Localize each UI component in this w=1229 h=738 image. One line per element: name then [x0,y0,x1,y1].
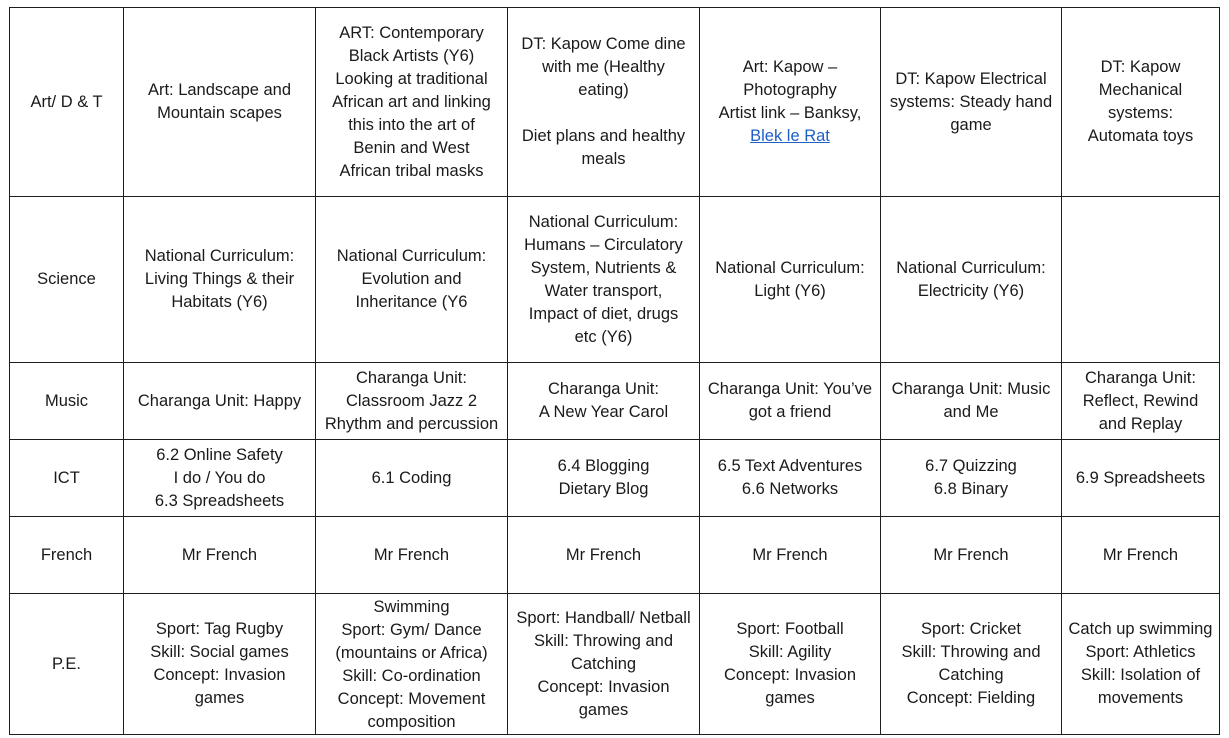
cell-line: games [578,700,629,719]
row-label-text: Art/ D & T [30,92,103,111]
cell-ict-1 [124,440,316,517]
cell-science-2 [316,197,508,363]
cell-line: Mr French [1102,545,1179,564]
cell-line: Mountain scapes [157,104,282,122]
cell-line: Evolution and [361,270,462,288]
cell-music-5 [881,363,1062,440]
curriculum-table [9,7,1220,735]
cell-ict-6 [1062,440,1220,517]
cell-line: Charanga Unit: You’ve [707,380,873,398]
row-label-music [10,363,124,440]
cell-line: Mr French [933,545,1009,564]
cell-line: Art: Kapow – [742,58,838,76]
cell-line: Catching [570,654,637,673]
cell-line: Automata toys [1087,127,1194,145]
cell-line: Concept: Invasion [537,677,670,696]
cell-line: this into the art of [348,115,475,134]
cell-ict-4 [700,440,881,517]
cell-pe-1 [124,594,316,735]
cell-line: 6.4 Blogging [557,457,650,475]
cell-line: DT: Kapow [1100,58,1181,76]
cell-pe-4 [700,594,881,735]
cell-line: Habitats (Y6) [171,293,268,311]
cell-line: Catch up swimming [1068,620,1213,638]
cell-line: Skill: Throwing and [533,631,674,650]
cell-line: Concept: Invasion [153,666,286,684]
cell-line: Water transport, [544,281,663,300]
cell-line: Charanga Unit: Music [891,380,1051,398]
row-label-french [10,517,124,594]
cell-line: Classroom Jazz 2 [345,391,478,410]
cell-line: Rhythm and percussion [324,414,499,433]
cell-french-1 [124,517,316,594]
table-row-french [10,517,1220,594]
cell-line: composition [367,713,456,731]
cell-line-link [704,125,876,148]
cell-pe-2 [316,594,508,735]
cell-science-1 [124,197,316,363]
cell-line: Benin and West [353,138,470,157]
cell-line: Dietary Blog [558,480,649,498]
cell-line: 6.8 Binary [933,480,1009,498]
cell-music-1 [124,363,316,440]
cell-line: Sport: Handball/ Netball [516,608,691,627]
row-label-pe [10,594,124,735]
row-label-text: French [40,545,93,564]
row-label-art [10,8,124,197]
cell-line: Diet plans and healthy [521,127,686,145]
cell-pe-3 [508,594,700,735]
cell-line: I do / You do [173,468,266,487]
cell-line: games [765,689,815,707]
cell-line: National Curriculum: [144,247,295,265]
cell-line: Mr French [373,545,450,564]
cell-line: Inheritance (Y6 [355,293,468,311]
cell-line: Sport: Tag Rugby [155,620,284,638]
cell-ict-2 [316,440,508,517]
cell-line: Concept: Invasion [723,666,857,684]
table-row-science [10,197,1220,363]
cell-line: games [194,689,245,707]
cell-line: (mountains or Africa) [335,644,488,662]
cell-ict-5 [881,440,1062,517]
cell-line: Skill: Isolation of [1080,666,1201,684]
cell-art-5 [881,8,1062,197]
cell-line: eating) [578,81,629,99]
cell-line: Concept: Fielding [906,689,1036,707]
cell-line: and Me [943,403,999,421]
cell-line: National Curriculum: [528,212,679,231]
cell-art-6 [1062,8,1220,197]
cell-line: National Curriculum: [896,258,1046,277]
cell-line: African art and linking [332,92,491,111]
cell-line: movements [1097,689,1184,707]
cell-line: etc (Y6) [574,327,633,346]
cell-ict-3 [508,440,700,517]
cell-line: 6.6 Networks [741,480,839,498]
cell-science-3 [508,197,700,363]
cell-line: Art: Landscape and [147,81,292,99]
cell-line: Swimming [373,598,450,616]
cell-line: Reflect, Rewind [1082,391,1199,410]
row-label-text: Science [37,270,96,288]
cell-french-3 [508,517,700,594]
cell-line: African tribal masks [339,161,484,180]
row-label-ict [10,440,124,517]
cell-line: National Curriculum: [336,247,487,265]
cell-pe-6 [1062,594,1220,735]
cell-music-4 [700,363,881,440]
cell-line: 6.5 Text Adventures [717,457,863,475]
cell-science-5 [881,197,1062,363]
cell-line: 6.9 Spreadsheets [1075,468,1206,487]
cell-french-5 [881,517,1062,594]
blank-line [512,102,695,125]
cell-line: 6.2 Online Safety [156,445,283,464]
cell-science-4 [700,197,881,363]
table-row-music [10,363,1220,440]
cell-french-2 [316,517,508,594]
cell-line: and Replay [1098,414,1183,433]
cell-line: National Curriculum: [715,258,865,277]
row-label-text: P.E. [51,654,82,673]
cell-line: got a friend [748,403,832,421]
cell-science-6 [1062,197,1220,363]
cell-line: Mr French [181,545,258,564]
cell-line: 6.3 Spreadsheets [154,491,285,510]
cell-line: A New Year Carol [538,403,669,421]
cell-line: Charanga Unit: [356,368,467,387]
cell-music-2 [316,363,508,440]
cell-line: Photography [743,81,837,99]
cell-art-4 [700,8,881,197]
cell-line: Concept: Movement [337,690,486,708]
cell-art-3 [508,8,700,197]
cell-line: Living Things & their [144,270,295,288]
cell-line: ART: Contemporary [339,23,484,42]
cell-french-4 [700,517,881,594]
cell-music-6 [1062,363,1220,440]
cell-line: Artist link – Banksy, [718,104,862,122]
cell-art-1 [124,8,316,197]
cell-french-6 [1062,517,1220,594]
cell-line: Sport: Athletics [1085,643,1196,661]
cell-line: Black Artists (Y6) [348,46,475,65]
cell-line: Skill: Social games [150,643,289,661]
cell-pe-5 [881,594,1062,735]
cell-line: 6.7 Quizzing [925,457,1017,475]
cell-line: Skill: Co-ordination [342,667,481,685]
table-row-pe [10,594,1220,735]
cell-line: Charanga Unit: [548,380,659,398]
cell-line: Impact of diet, drugs [528,304,679,323]
row-label-science [10,197,124,363]
cell-line: Skill: Throwing and [901,643,1041,661]
cell-line: DT: Kapow Electrical [895,69,1047,88]
cell-line: Catching [938,666,1004,684]
cell-line: Humans – Circulatory [524,235,683,254]
cell-line: Light (Y6) [754,281,826,300]
cell-line: Sport: Gym/ Dance [341,621,482,639]
cell-line: Sport: Cricket [921,620,1021,638]
cell-line: Mechanical [1098,81,1183,99]
cell-line: System, Nutrients & [530,258,677,277]
cell-art-2 [316,8,508,197]
cell-music-3 [508,363,700,440]
blek-le-rat-link[interactable]: Blek le Rat [750,127,830,145]
cell-line: Mr French [752,545,828,564]
cell-line: Looking at traditional [335,69,488,88]
cell-line: with me (Healthy [542,58,665,76]
cell-line: Skill: Agility [748,643,832,661]
cell-line: 6.1 Coding [371,468,452,487]
cell-line: systems: [1107,104,1174,122]
cell-line: meals [581,150,626,168]
table-row-art [10,8,1220,197]
cell-line: Mr French [565,545,642,564]
cell-line: Charanga Unit: [1085,368,1196,387]
row-label-text: ICT [53,468,80,487]
cell-line: DT: Kapow Come dine [521,35,686,53]
row-label-text: Music [44,391,89,410]
cell-line: Charanga Unit: Happy [137,391,302,410]
cell-line: Sport: Football [736,620,844,638]
table-row-ict [10,440,1220,517]
cell-line: systems: Steady hand [889,92,1053,111]
cell-line: game [950,115,992,134]
cell-line: Electricity (Y6) [917,281,1025,300]
